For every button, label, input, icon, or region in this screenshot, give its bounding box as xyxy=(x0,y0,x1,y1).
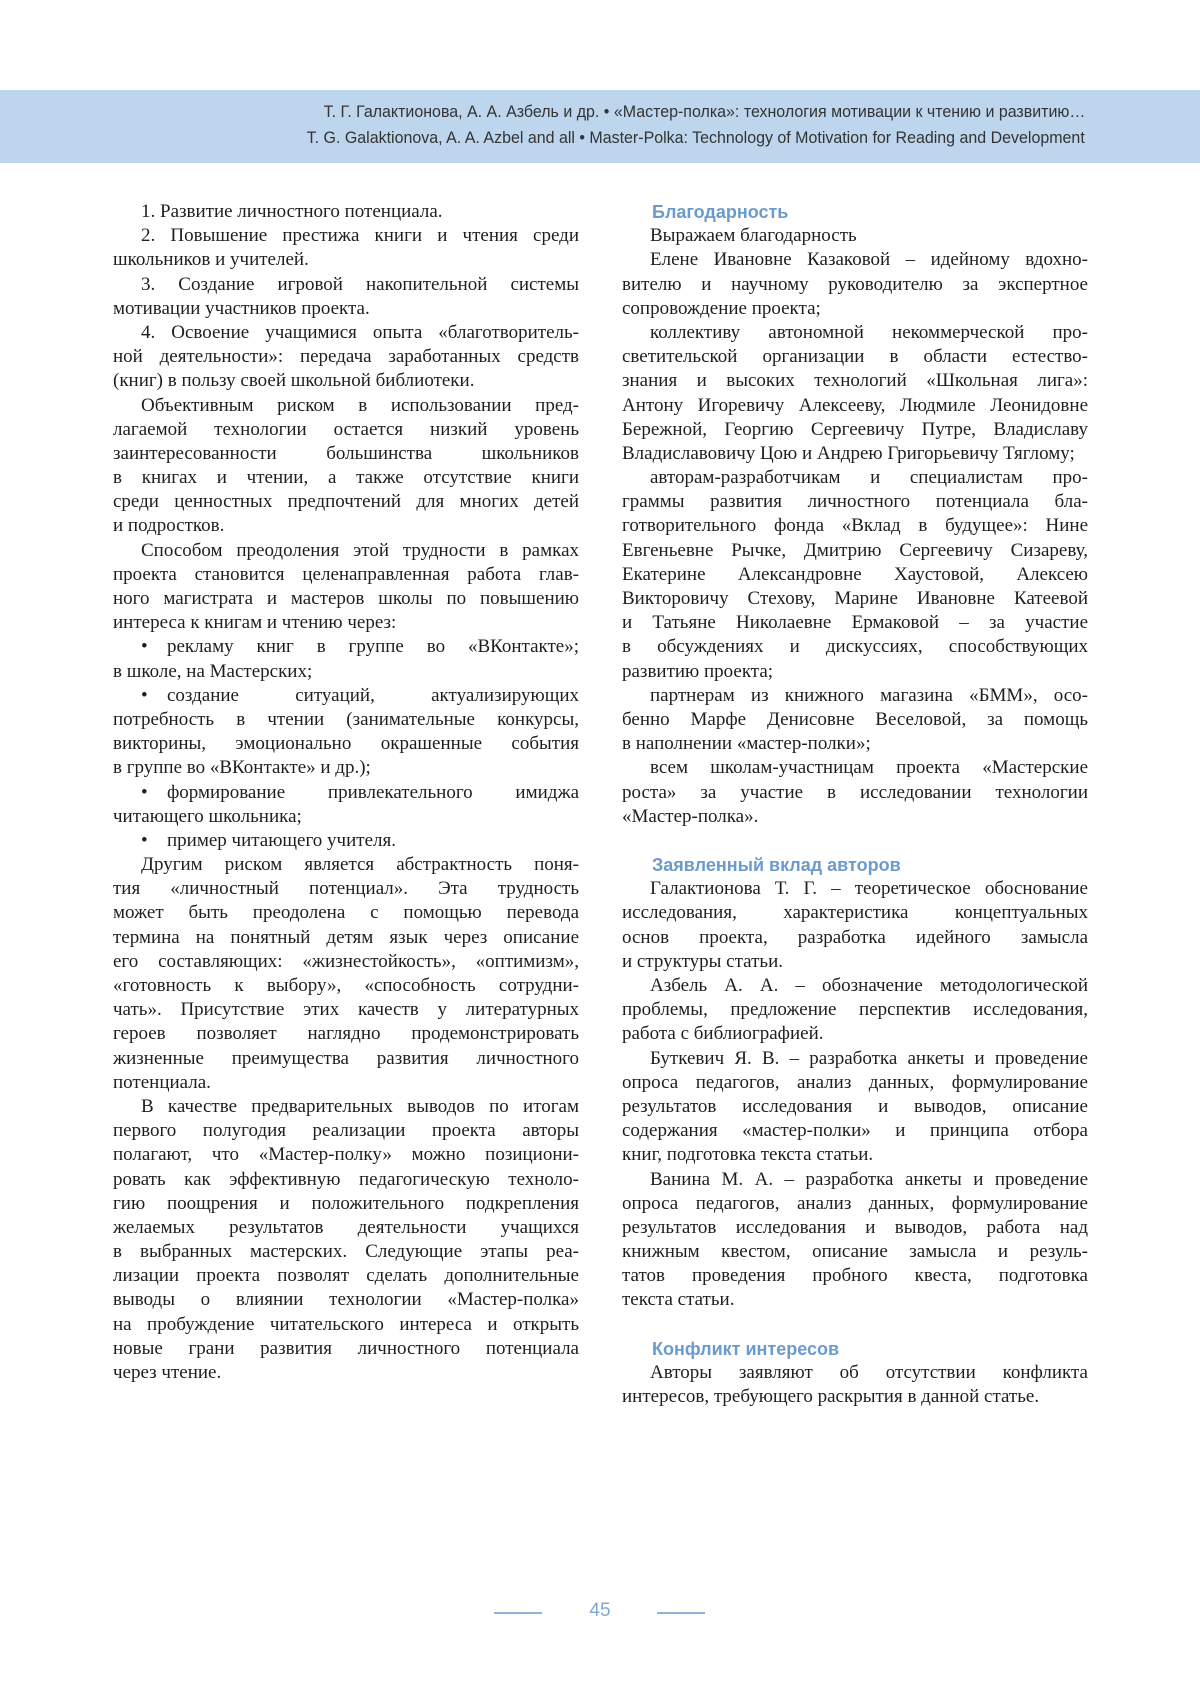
running-header xyxy=(0,90,1200,163)
text-line: «готовность к выбору», «способность сотрудни- xyxy=(113,974,579,998)
paragraph xyxy=(113,1095,579,1385)
section-heading: Заявленный вклад авторов xyxy=(622,853,1088,877)
text-line: проекта становится целенаправленная работа глав- xyxy=(113,563,579,587)
text-line: викторины, эмоционально окрашенные события xyxy=(113,732,579,756)
text-line: потребность в чтении (занимательные конкурсы, xyxy=(113,708,579,732)
paragraph xyxy=(113,394,579,539)
header-title-ru: Т. Г. Галактионова, А. А. Азбель и др. • «Мастер-полка»: технология мотивации к чтению и развитию… xyxy=(323,102,1085,122)
text-line: полагают, что «Мастер-полку» можно позициони- xyxy=(113,1143,579,1167)
text-line: знания и высоких технологий «Школьная лига»: xyxy=(622,369,1088,393)
section-heading: Конфликт интересов xyxy=(622,1337,1088,1361)
text-line: 4. Освоение учащимися опыта «благотворитель- xyxy=(113,321,579,345)
text-line: пример читающего учителя. xyxy=(167,830,396,851)
text-line: опроса педагогов, анализ данных, формулирование xyxy=(622,1071,1088,1095)
paragraph xyxy=(622,1361,1088,1409)
text-line: развитию проекта; xyxy=(622,660,1088,684)
bullet-item xyxy=(113,781,579,829)
text-line: жизненные преимущества развития личностного xyxy=(113,1047,579,1071)
text-line: Выражаем благодарность xyxy=(622,224,1088,248)
text-line: 1. Развитие личностного потенциала. xyxy=(113,200,579,224)
text-line: Галактионова Т. Г. – теоретическое обоснование xyxy=(622,877,1088,901)
text-line: ровать как эффективную педагогическую техноло- xyxy=(113,1168,579,1192)
text-line: гию поощрения и положительного подкрепления xyxy=(113,1192,579,1216)
text-line: чать». Присутствие этих качеств у литературных xyxy=(113,998,579,1022)
text-line: Владиславовичу Цою и Андрею Григорьевичу Тяглому; xyxy=(622,442,1088,466)
text-line: Авторы заявляют об отсутствии конфликта xyxy=(622,1361,1088,1385)
text-line: Ванина М. А. – разработка анкеты и проведение xyxy=(622,1168,1088,1192)
text-line: в выбранных мастерских. Следующие этапы реа- xyxy=(113,1240,579,1264)
text-line: в школе, на Мастерских; xyxy=(113,660,579,684)
text-line: коллективу автономной некоммерческой про- xyxy=(622,321,1088,345)
text-line: в группе во «ВКонтакте» и др.); xyxy=(113,756,579,780)
text-line: Объективным риском в использовании пред- xyxy=(113,394,579,418)
numbered-item xyxy=(113,200,579,224)
paragraph xyxy=(622,877,1088,974)
text-line: желаемых результатов деятельности учащихся xyxy=(113,1216,579,1240)
text-line: выводы о влиянии технологии «Мастер-полка» xyxy=(113,1288,579,1312)
text-line: новые грани развития личностного потенциала xyxy=(113,1337,579,1361)
text-line: Бережной, Георгию Сергеевичу Путре, Владиславу xyxy=(622,418,1088,442)
text-line: результатов исследования и выводов, описание xyxy=(622,1095,1088,1119)
paragraph xyxy=(622,1047,1088,1168)
text-line: «Мастер-полка». xyxy=(622,805,1088,829)
spacer xyxy=(622,829,1088,853)
text-line: может быть преодолена с помощью перевода xyxy=(113,901,579,925)
text-line: лагаемой технологии остается низкий уровень xyxy=(113,418,579,442)
text-line: татов проведения пробного квеста, подготовка xyxy=(622,1264,1088,1288)
paragraph xyxy=(622,248,1088,321)
header-title-en: T. G. Galaktionova, A. A. Azbel and all • Master-Polka: Technology of Motivation for Reading and Development xyxy=(307,128,1085,148)
text-line: роста» за участие в исследовании технологии xyxy=(622,781,1088,805)
text-line: Способом преодоления этой трудности в рамках xyxy=(113,539,579,563)
text-line: авторам-разработчикам и специалистам про- xyxy=(622,466,1088,490)
text-line: интересов, требующего раскрытия в данной статье. xyxy=(622,1385,1088,1409)
bullet-icon: • xyxy=(141,781,167,805)
text-line: В качестве предварительных выводов по итогам xyxy=(113,1095,579,1119)
numbered-item xyxy=(113,321,579,394)
text-line: его составляющих: «жизнестойкость», «оптимизм», xyxy=(113,950,579,974)
footer-rule-right xyxy=(657,1612,705,1614)
text-line-wrap xyxy=(113,635,579,659)
text-line: всем школам-участницам проекта «Мастерские xyxy=(622,756,1088,780)
text-line: Евгеньевне Рычке, Дмитрию Сергеевичу Сизареву, xyxy=(622,539,1088,563)
text-line: термина на понятный детям язык через описание xyxy=(113,926,579,950)
bullet-icon: • xyxy=(141,829,167,853)
bullet-icon: • xyxy=(141,635,167,659)
paragraph xyxy=(622,224,1088,248)
text-line: светительской организации в области естество- xyxy=(622,345,1088,369)
text-line: среди ценностных предпочтений для многих детей xyxy=(113,490,579,514)
text-line: потенциала. xyxy=(113,1071,579,1095)
text-line: ной деятельности»: передача заработанных средств xyxy=(113,345,579,369)
text-line: в книгах и чтении, а также отсутствие книги xyxy=(113,466,579,490)
bullet-icon: • xyxy=(141,684,167,708)
numbered-item xyxy=(113,224,579,272)
text-line: на пробуждение читательского интереса и открыть xyxy=(113,1313,579,1337)
text-line: школьников и учителей. xyxy=(113,248,579,272)
paragraph xyxy=(622,1168,1088,1313)
text-line: Викторовичу Стехову, Марине Ивановне Катеевой xyxy=(622,587,1088,611)
text-line-wrap xyxy=(113,781,579,805)
text-line: книжным квестом, описание замысла и резуль- xyxy=(622,1240,1088,1264)
text-line: тия «личностный потенциал». Эта трудность xyxy=(113,877,579,901)
paragraph xyxy=(622,974,1088,1047)
text-line: интереса к книгам и чтению через: xyxy=(113,611,579,635)
paragraph xyxy=(622,466,1088,684)
text-line: основ проекта, разработка идейного замысла xyxy=(622,926,1088,950)
numbered-item xyxy=(113,273,579,321)
bullet-item xyxy=(113,829,579,853)
text-line: мотивации участников проекта. xyxy=(113,297,579,321)
text-line: Елене Ивановне Казаковой – идейному вдохно- xyxy=(622,248,1088,272)
text-line: 3. Создание игровой накопительной системы xyxy=(113,273,579,297)
text-line: опроса педагогов, анализ данных, формулирование xyxy=(622,1192,1088,1216)
section-heading: Благодарность xyxy=(622,200,1088,224)
paragraph xyxy=(622,321,1088,466)
bullet-item xyxy=(113,684,579,781)
text-line: и подростков. xyxy=(113,514,579,538)
text-line: бенно Марфе Денисовне Веселовой, за помощь xyxy=(622,708,1088,732)
spacer xyxy=(622,1313,1088,1337)
text-line: текста статьи. xyxy=(622,1288,1088,1312)
text-line: Антону Игоревичу Алексееву, Людмиле Леонидовне xyxy=(622,394,1088,418)
text-line: в обсуждениях и дискуссиях, способствующих xyxy=(622,635,1088,659)
text-line: рекламу книг в группе во «ВКонтакте»; xyxy=(167,636,579,657)
text-line: заинтересованности большинства школьников xyxy=(113,442,579,466)
text-line-wrap xyxy=(113,829,579,853)
text-line: проблемы, предложение перспектив исследования, xyxy=(622,998,1088,1022)
right-column xyxy=(622,200,1088,1409)
text-line: лизации проекта позволят сделать дополнительные xyxy=(113,1264,579,1288)
paragraph xyxy=(113,853,579,1095)
text-line: Азбель А. А. – обозначение методологической xyxy=(622,974,1088,998)
page-footer xyxy=(0,1600,1200,1624)
text-line: партнерам из книжного магазина «БММ», осо- xyxy=(622,684,1088,708)
text-line: исследования, характеристика концептуальных xyxy=(622,901,1088,925)
text-line-wrap xyxy=(113,684,579,708)
text-line: формирование привлекательного имиджа xyxy=(167,782,579,803)
text-line: готворительного фонда «Вклад в будущее»: Нине xyxy=(622,514,1088,538)
bullet-item xyxy=(113,635,579,683)
text-line: Буткевич Я. В. – разработка анкеты и проведение xyxy=(622,1047,1088,1071)
text-line: Екатерине Александровне Хаустовой, Алексею xyxy=(622,563,1088,587)
text-line: создание ситуаций, актуализирующих xyxy=(167,685,579,706)
text-line: результатов исследования и выводов, работа над xyxy=(622,1216,1088,1240)
text-line: через чтение. xyxy=(113,1361,579,1385)
text-line: и структуры статьи. xyxy=(622,950,1088,974)
text-line: в наполнении «мастер-полки»; xyxy=(622,732,1088,756)
text-line: 2. Повышение престижа книги и чтения среди xyxy=(113,224,579,248)
text-line: читающего школьника; xyxy=(113,805,579,829)
text-line: (книг) в пользу своей школьной библиотеки. xyxy=(113,369,579,393)
paragraph xyxy=(622,684,1088,757)
text-line: Другим риском является абстрактность поня- xyxy=(113,853,579,877)
paragraph xyxy=(113,539,579,636)
text-line: сопровождение проекта; xyxy=(622,297,1088,321)
text-line: книг, подготовка текста статьи. xyxy=(622,1143,1088,1167)
text-line: содержания «мастер-полки» и принципа отбора xyxy=(622,1119,1088,1143)
text-line: первого полугодия реализации проекта авторы xyxy=(113,1119,579,1143)
page-number: 45 xyxy=(0,1600,1200,1622)
paragraph xyxy=(622,756,1088,829)
text-line: граммы развития личностного потенциала бла- xyxy=(622,490,1088,514)
text-line: и Татьяне Николаевне Ермаковой – за участие xyxy=(622,611,1088,635)
text-line: героев позволяет наглядно продемонстрировать xyxy=(113,1022,579,1046)
text-line: работа с библиографией. xyxy=(622,1022,1088,1046)
left-column xyxy=(113,200,579,1385)
text-line: ного магистрата и мастеров школы по повышению xyxy=(113,587,579,611)
text-line: вителю и научному руководителю за экспертное xyxy=(622,273,1088,297)
